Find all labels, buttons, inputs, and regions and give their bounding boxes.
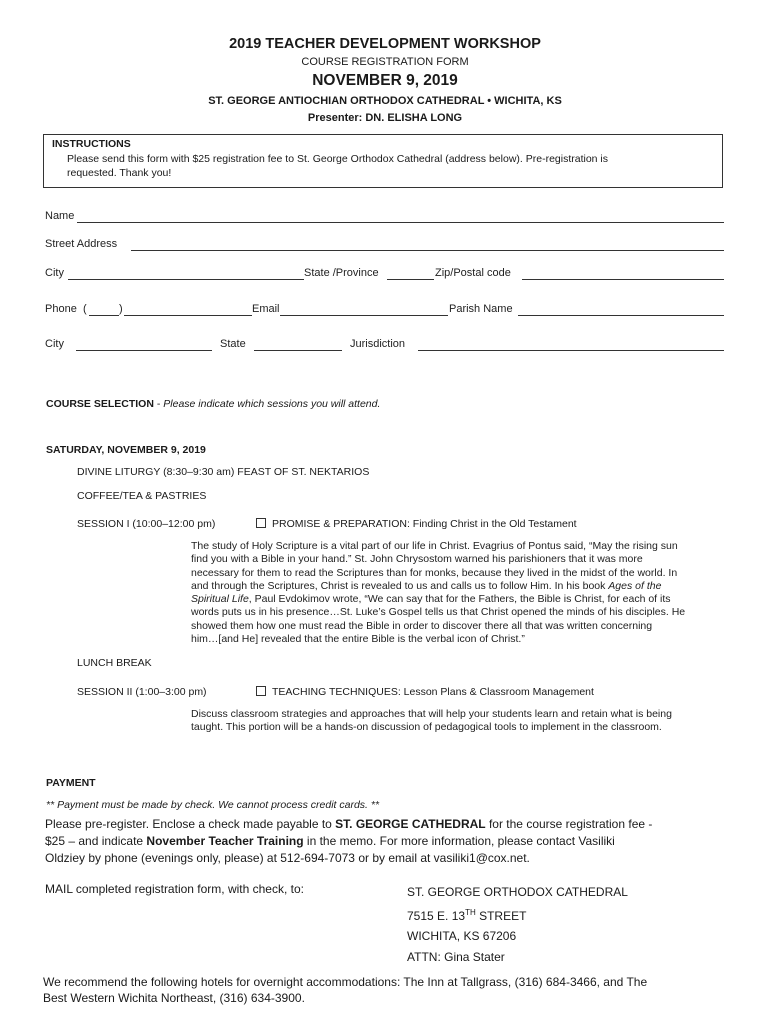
address-sup: TH — [465, 907, 476, 917]
city-label: City — [45, 267, 64, 279]
name-label: Name — [45, 210, 75, 222]
phone-label: Phone — [45, 303, 77, 315]
payment-line — [45, 833, 652, 850]
payment-text: in the memo. For more information, please contact Vasiliki — [303, 834, 615, 848]
hotels-line: We recommend the following hotels for overnight accommodations: The Inn at Tallgrass, (316) 684-3466, and The — [43, 975, 648, 989]
desc-line: showed them how one must read the Bible in order to discover there all that was written concerning — [191, 619, 653, 632]
city2-field[interactable] — [76, 350, 212, 351]
instructions-line: Please send this form with $25 registration fee to St. George Orthodox Cathedral (address below). Pre-registration is — [67, 153, 609, 165]
payment-note: ** Payment must be made by check. We cannot process credit cards. ** — [46, 799, 380, 811]
address-line — [407, 903, 628, 927]
memo-text: November Teacher Training — [146, 834, 304, 848]
zip-label: Zip/Postal code — [435, 267, 511, 279]
desc-line — [191, 593, 731, 606]
payment-line: Oldziey by phone (evenings only, please) at 512-694-7073 or by email at vasiliki1@cox.net. — [45, 851, 530, 865]
state2-label: State — [220, 338, 246, 350]
desc-line: necessary for them to read the Scriptures than for monks, because they lived in the midst of the world. In — [191, 566, 678, 579]
session2-description — [191, 708, 736, 735]
session2-checkbox[interactable] — [256, 686, 266, 696]
page-title: 2019 TEACHER DEVELOPMENT WORKSHOP — [229, 36, 541, 52]
email-field[interactable] — [280, 315, 448, 316]
course-heading-dash: - — [153, 398, 164, 410]
book-title: Ages of the — [608, 579, 662, 592]
event-date: NOVEMBER 9, 2019 — [312, 72, 458, 89]
presenter: Presenter: DN. ELISHA LONG — [307, 112, 463, 124]
event-location: ST. GEORGE ANTIOCHIAN ORTHODOX CATHEDRAL • WICHITA, KS — [208, 95, 562, 107]
state-province-field[interactable] — [387, 279, 434, 280]
day-heading: SATURDAY, NOVEMBER 9, 2019 — [46, 444, 206, 456]
mail-address — [407, 882, 628, 967]
liturgy-item: DIVINE LITURGY (8:30–9:30 am) FEAST OF ST. NEKTARIOS — [77, 466, 370, 478]
session2-time: SESSION II (1:00–3:00 pm) — [77, 686, 207, 698]
state-province-label: State /Province — [304, 267, 379, 279]
desc-text: , Paul Evdokimov wrote, “We can say that for the Fathers, the Bible is Christ, for each of its — [248, 593, 671, 606]
payee-name: ST. GEORGE CATHEDRAL — [335, 817, 486, 831]
address-text: 7515 E. 13 — [407, 908, 466, 923]
address-text: STREET — [475, 908, 527, 923]
desc-text: and through the Scriptures, Christ is revealed to us and calls us to follow Him. In his book — [191, 579, 609, 592]
course-heading-note: Please indicate which sessions you will attend. — [163, 398, 381, 410]
course-heading-text: COURSE SELECTION — [46, 398, 154, 410]
desc-line: find you with a Bible in your hand.” St. John Chrysostom warned his parishioners that it was more — [191, 553, 643, 566]
session2-option[interactable] — [256, 686, 594, 698]
payment-text: Please pre-register. Enclose a check made payable to — [45, 817, 336, 831]
address-line: ST. GEORGE ORTHODOX CATHEDRAL — [407, 885, 628, 899]
lunch-item: LUNCH BREAK — [77, 657, 152, 669]
parish-field[interactable] — [518, 315, 724, 316]
phone-field[interactable] — [124, 315, 252, 316]
payment-heading: PAYMENT — [46, 777, 96, 789]
instructions-heading: INSTRUCTIONS — [52, 138, 131, 150]
city2-label: City — [45, 338, 64, 350]
form-subtitle: COURSE REGISTRATION FORM — [301, 56, 469, 68]
session1-description — [191, 540, 731, 646]
payment-text: for the course registration fee - — [485, 817, 653, 831]
desc-line: taught. This portion will be a hands-on discussion of pedagogical tools to implement in the classroom. — [191, 721, 662, 734]
city-field[interactable] — [68, 279, 304, 280]
session1-checkbox[interactable] — [256, 518, 266, 528]
state2-field[interactable] — [254, 350, 342, 351]
payment-text: $25 – and indicate — [45, 834, 147, 848]
zip-field[interactable] — [522, 279, 724, 280]
jurisdiction-field[interactable] — [418, 350, 724, 351]
street-label: Street Address — [45, 238, 118, 250]
payment-line — [45, 816, 652, 833]
hotels-line: Best Western Wichita Northeast, (316) 634-3900. — [43, 991, 305, 1005]
course-selection-heading — [46, 398, 380, 410]
coffee-item: COFFEE/TEA & PASTRIES — [77, 490, 207, 502]
session1-title: PROMISE & PREPARATION: Finding Christ in the Old Testament — [272, 518, 577, 530]
session1-option[interactable] — [256, 518, 577, 530]
desc-line: The study of Holy Scripture is a vital part of our life in Christ. Evagrius of Pontus said, “May the rising sun — [191, 540, 678, 552]
phone-paren-open: ( — [83, 303, 87, 315]
hotels-note — [43, 974, 647, 1006]
desc-line: Discuss classroom strategies and approaches that will help your students learn and retain what is being — [191, 708, 672, 720]
address-line: WICHITA, KS 67206 — [407, 929, 517, 943]
payment-instructions — [45, 816, 652, 867]
desc-line: words puts us in his presence…St. Luke’s Gospel tells us that Christ opened the minds of his disciples. He — [191, 606, 686, 619]
name-field[interactable] — [77, 222, 724, 223]
email-label: Email — [252, 303, 280, 315]
address-line: ATTN: Gina Stater — [407, 949, 505, 964]
desc-line — [191, 580, 731, 593]
instructions-line: requested. Thank you! — [67, 167, 172, 179]
session2-title: TEACHING TECHNIQUES: Lesson Plans & Classroom Management — [272, 686, 594, 698]
session1-time: SESSION I (10:00–12:00 pm) — [77, 518, 216, 530]
parish-label: Parish Name — [449, 303, 513, 315]
desc-line: him…[and He] revealed that the entire Bible is the verbal icon of Christ.” — [191, 633, 525, 646]
mail-label: MAIL completed registration form, with check, to: — [45, 882, 304, 896]
phone-area-field[interactable] — [89, 315, 119, 316]
street-field[interactable] — [131, 250, 724, 251]
book-title: Spiritual Life — [191, 593, 249, 606]
jurisdiction-label: Jurisdiction — [350, 338, 406, 350]
phone-paren-close: ) — [119, 303, 123, 315]
